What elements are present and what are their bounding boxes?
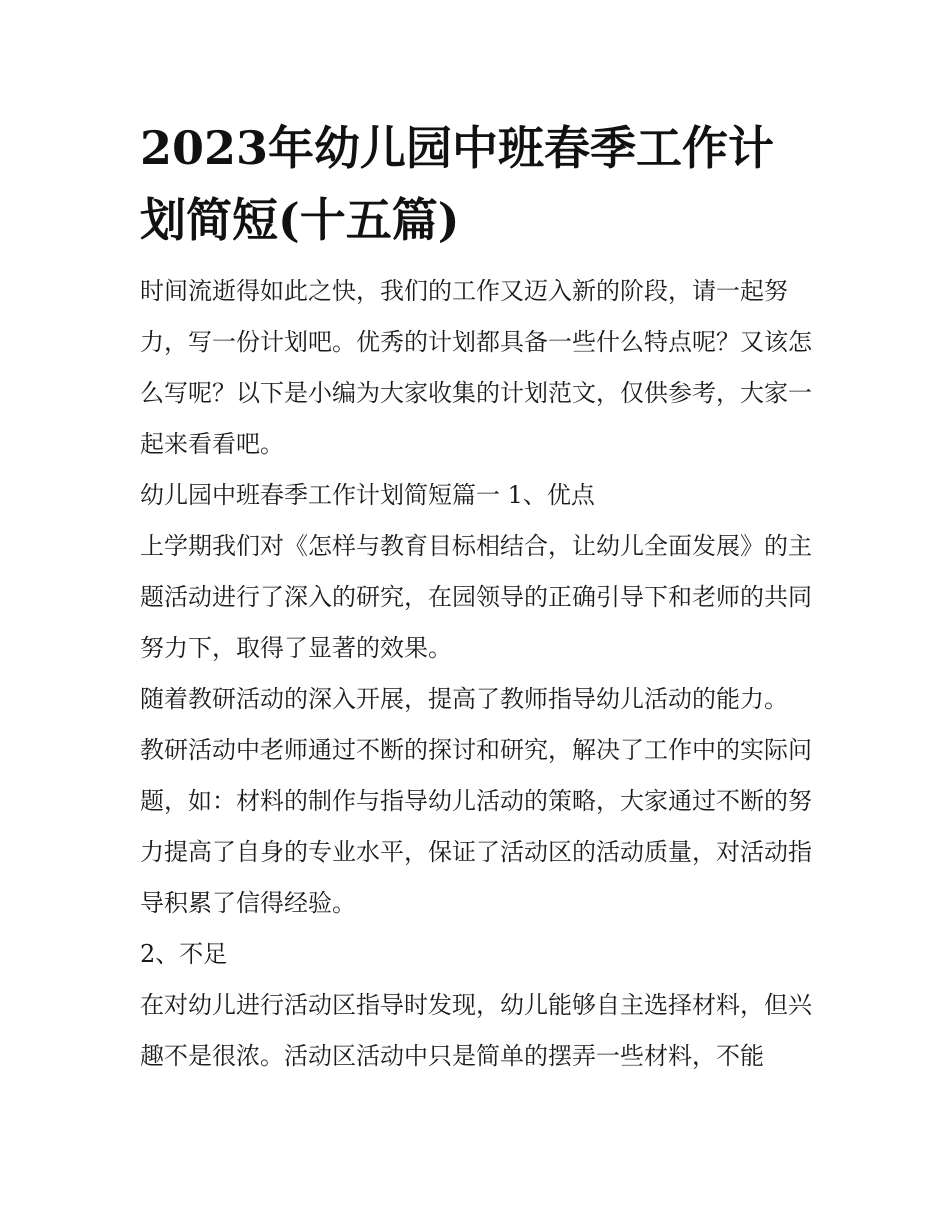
intro-paragraph: 时间流逝得如此之快，我们的工作又迈入新的阶段，请一起努力，写一份计划吧。优秀的计划都具备一些什么特点呢？又该怎么写呢？以下是小编为大家收集的计划范文，仅供参考，大家一起来看看吧。 xyxy=(140,277,812,458)
paragraph-last-semester: 上学期我们对《怎样与教育目标相结合，让幼儿全面发展》的主题活动进行了深入的研究，在园领导的正确引导下和老师的共同努力下，取得了显著的效果。 xyxy=(140,532,812,662)
paragraph-teaching-research: 随着教研活动的深入开展，提高了教师指导幼儿活动的能力。 xyxy=(140,685,788,713)
document-title: 2023年幼儿园中班春季工作计划简短(十五篇) xyxy=(140,121,775,247)
document-page xyxy=(140,112,812,1082)
paragraph-research-activities: 教研活动中老师通过不断的探讨和研究，解决了工作中的实际问题，如：材料的制作与指导幼儿活动的策略，大家通过不断的努力提高了自身的专业水平，保证了活动区的活动质量，对活动指导积累了信得经验。 xyxy=(140,736,812,917)
document-body xyxy=(140,266,812,1082)
paragraph-activity-guidance: 在对幼儿进行活动区指导时发现，幼儿能够自主选择材料，但兴趣不是很浓。活动区活动中只是简单的摆弄一些材料，不能 xyxy=(140,991,812,1070)
section-heading-weaknesses: 2、不足 xyxy=(140,940,228,968)
section-heading-strengths: 幼儿园中班春季工作计划简短篇一 1、优点 xyxy=(140,481,595,509)
